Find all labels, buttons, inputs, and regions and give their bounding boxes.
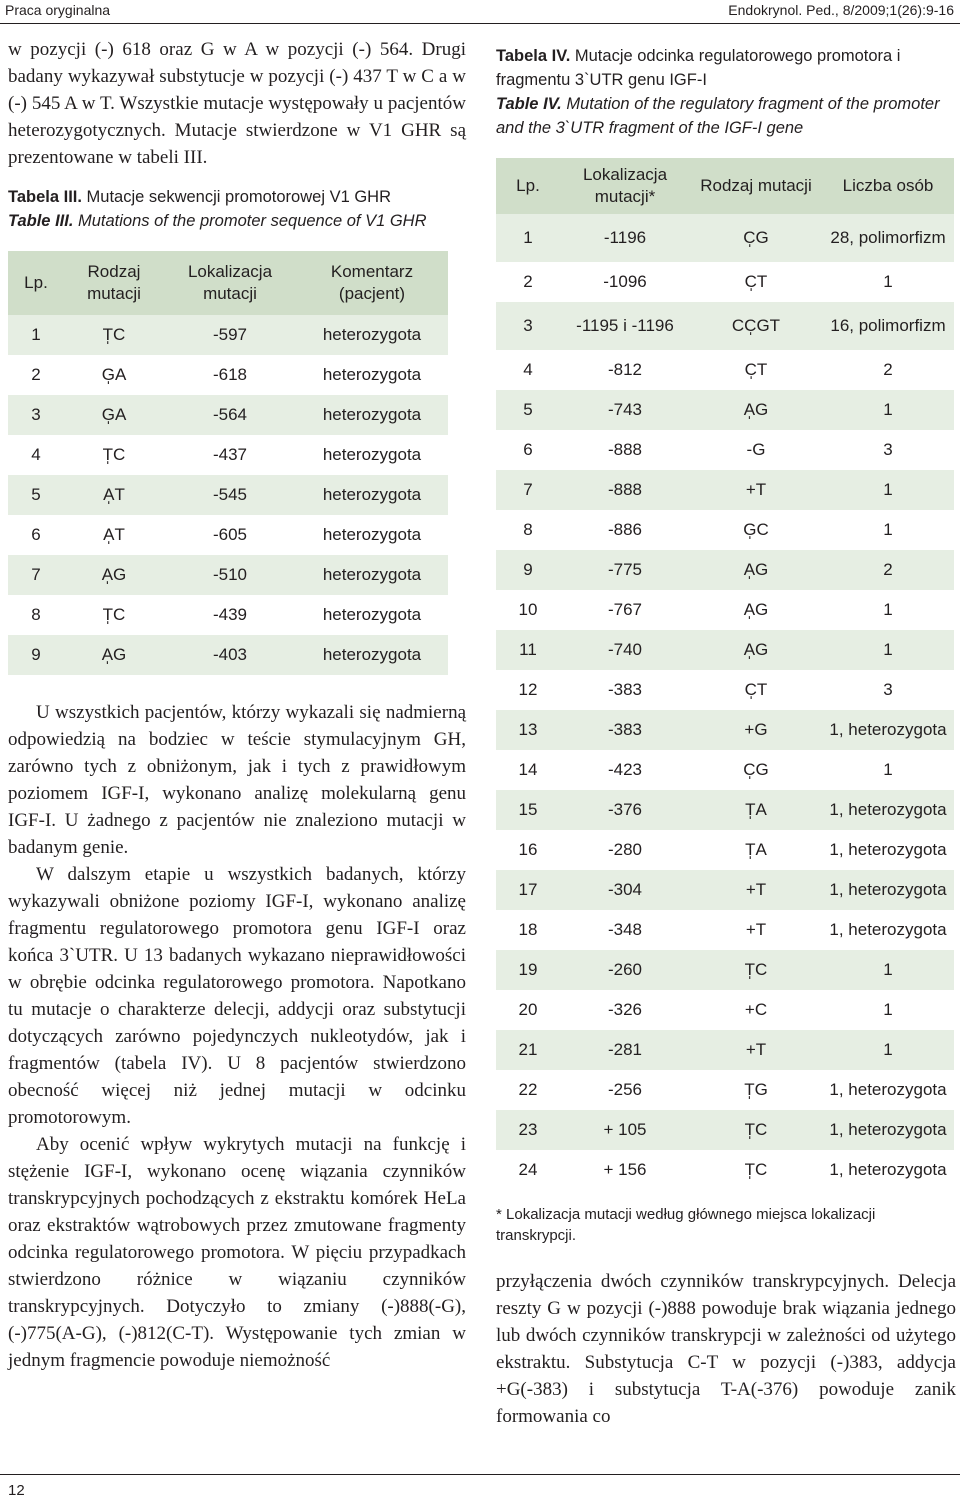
table4-cell: 22 (496, 1070, 560, 1110)
table4-cell: T̩A (690, 790, 822, 830)
table4-caption (496, 44, 956, 140)
table4-cell: -888 (560, 470, 690, 510)
table4-cell: +T (690, 870, 822, 910)
table4-cell: 1, heterozygota (822, 830, 954, 870)
table4-cell: -304 (560, 870, 690, 910)
table3-header-location: Lokalizacja mutacji (164, 251, 296, 315)
table3-row (8, 315, 448, 355)
table3-row (8, 355, 448, 395)
table4-cell: A̩G (690, 390, 822, 430)
table4-cell: 3 (822, 430, 954, 470)
table3-cell: A̩T (64, 475, 164, 515)
table4-cell: T̩A (690, 830, 822, 870)
table3-cell: 9 (8, 635, 64, 675)
table3-cell: 5 (8, 475, 64, 515)
table4-cell: 19 (496, 950, 560, 990)
right-column (496, 44, 956, 1430)
table4-cell: 16, polimorfizm (822, 302, 954, 350)
table4-row (496, 590, 954, 630)
table4-cell: T̩G (690, 1070, 822, 1110)
table4-row (496, 1070, 954, 1110)
table4-cell: 8 (496, 510, 560, 550)
table4-cell: -886 (560, 510, 690, 550)
table4-row (496, 350, 954, 390)
table4-cell: -383 (560, 670, 690, 710)
table4-row (496, 302, 954, 350)
table4-cell: 5 (496, 390, 560, 430)
table3-cell: heterozygota (296, 355, 448, 395)
left-column (8, 36, 466, 1374)
table4-row (496, 430, 954, 470)
table4-cell: +T (690, 470, 822, 510)
table4-row (496, 710, 954, 750)
table4-cell: 10 (496, 590, 560, 630)
table4-row (496, 470, 954, 510)
table3-body (8, 315, 448, 675)
table4-cell: -740 (560, 630, 690, 670)
table4-row (496, 830, 954, 870)
table4-cell: +T (690, 910, 822, 950)
table3-caption-pl-label: Tabela III. (8, 188, 82, 206)
table4-cell: -888 (560, 430, 690, 470)
table3-caption-en-text: Mutations of the promoter sequence of V1 GHR (73, 212, 427, 230)
table4-cell: 1, heterozygota (822, 1110, 954, 1150)
table4-caption-en-label: Table IV. (496, 95, 562, 113)
table4-row (496, 990, 954, 1030)
table4-cell: 3 (822, 670, 954, 710)
journal-citation: Endokrynol. Ped., 8/2009;1(26):9-16 (728, 2, 954, 18)
body-paragraph: U wszystkich pacjentów, którzy wykazali się nadmierną odpowiedzią na bodziec w teście stymulacyjnym GH, zarówno tych z obniżonym, jak i tych z prawidłowym poziomem IGF-I, wykonano analizę molekularną genu IGF-I. U żadnego z pacjentów nie znaleziono mutacji w badanym genie. (8, 702, 466, 858)
section-label: Praca oryginalna (5, 2, 111, 18)
table4-cell: C̩G (690, 750, 822, 790)
table4-cell: T̩C (690, 950, 822, 990)
right-body-paragraph: przyłączenia dwóch czynników transkrypcyjnych. Delecja reszty G w pozycji (-)888 powoduje brak wiązania jednego lub dwóch czynników transkrypcji w zależności od użytego ekstraktu. Substytucja C-T w pozycji (-)383, addycja +G(-383) i substytucja T-A(-376) powoduje zanik formowania co (496, 1271, 956, 1427)
table3-caption-pl-text: Mutacje sekwencji promotorowej V1 GHR (81, 188, 391, 206)
table4-row (496, 1110, 954, 1150)
table4-cell: 2 (822, 350, 954, 390)
footer-rule (0, 1474, 960, 1475)
table4-header-count: Liczba osób (822, 158, 954, 214)
table4-cell: 4 (496, 350, 560, 390)
table4-row (496, 950, 954, 990)
table3-row (8, 395, 448, 435)
table4-cell: 21 (496, 1030, 560, 1070)
table3-caption (8, 185, 466, 233)
table4-cell: -281 (560, 1030, 690, 1070)
table4-caption-pl-text: Mutacje odcinka regulatorowego promotora i fragmentu 3`UTR genu IGF-I (496, 47, 901, 89)
table3-cell: heterozygota (296, 595, 448, 635)
table3-row (8, 435, 448, 475)
table4-cell: -767 (560, 590, 690, 630)
table3-cell: A̩T (64, 515, 164, 555)
table3-cell: A̩G (64, 555, 164, 595)
table4-row (496, 550, 954, 590)
table4-cell: 1 (822, 262, 954, 302)
table4-cell: CC̩GT (690, 302, 822, 350)
table3-cell: T̩C (64, 435, 164, 475)
table3-cell: -510 (164, 555, 296, 595)
table4-row (496, 630, 954, 670)
table4-row (496, 390, 954, 430)
table4-cell: 7 (496, 470, 560, 510)
left-body-text (8, 699, 466, 1374)
table4-cell: A̩G (690, 550, 822, 590)
table4-cell: A̩G (690, 590, 822, 630)
header-rule (0, 23, 960, 24)
table4-body (496, 214, 954, 1190)
table3-cell: heterozygota (296, 315, 448, 355)
table4-cell: -376 (560, 790, 690, 830)
table3-cell: -437 (164, 435, 296, 475)
table4-cell: 9 (496, 550, 560, 590)
table4-header-type: Rodzaj mutacji (690, 158, 822, 214)
table3-header-comment: Komentarz (pacjent) (296, 251, 448, 315)
table4-cell: 28, polimorfizm (822, 214, 954, 262)
table4-cell: -383 (560, 710, 690, 750)
table4-cell: 1 (822, 390, 954, 430)
table4-cell: C̩G (690, 214, 822, 262)
table4-cell: 1, heterozygota (822, 710, 954, 750)
table4-cell: -348 (560, 910, 690, 950)
table3-caption-en-label: Table III. (8, 212, 74, 230)
table4-cell: 24 (496, 1150, 560, 1190)
table4-cell: -326 (560, 990, 690, 1030)
table4-row (496, 870, 954, 910)
table4-cell: 1 (822, 950, 954, 990)
table3-cell: heterozygota (296, 555, 448, 595)
table4-cell: 1 (822, 630, 954, 670)
table4-cell: -260 (560, 950, 690, 990)
page-number: 12 (8, 1482, 25, 1499)
table3-cell: -545 (164, 475, 296, 515)
table3-row (8, 595, 448, 635)
table4-cell: 18 (496, 910, 560, 950)
table4-header-location: Lokalizacja mutacji* (560, 158, 690, 214)
table4-footnote: * Lokalizacja mutacji według głównego miejsca lokalizacji transkrypcji. (496, 1206, 876, 1244)
table4-row (496, 750, 954, 790)
table4-header-row (496, 158, 954, 214)
table3-cell: 6 (8, 515, 64, 555)
table4-cell: -1096 (560, 262, 690, 302)
table4-cell: 1, heterozygota (822, 790, 954, 830)
table4-cell: -775 (560, 550, 690, 590)
table4-cell: -423 (560, 750, 690, 790)
table3-cell: heterozygota (296, 395, 448, 435)
body-paragraph: Aby ocenić wpływ wykrytych mutacji na funkcję i stężenie IGF-I, wykonano ocenę wiązania czynników transkrypcyjnych pochodzących z ekstraktu komórek HeLa oraz ekstraktów wątrobowych przez zmutowane fragmenty odcinka regulatorowego promotora. W pięciu przypadkach stwierdzono różnice w wiązaniu czynników transkrypcyjnych. Dotyczyło to zmiany (-)888(-G), (-)775(A-G), (-)812(C-T). Występowanie tych zmian w jednym fragmencie powoduje niemożność (8, 1134, 466, 1371)
table4-caption-en-text: Mutation of the regulatory fragment of the promoter and the 3`UTR fragment of the IGF-I gene (496, 95, 940, 137)
table4-cell: -256 (560, 1070, 690, 1110)
table4-cell: 2 (496, 262, 560, 302)
table3-cell: -564 (164, 395, 296, 435)
table4 (496, 158, 954, 1190)
table3-cell: 4 (8, 435, 64, 475)
table4-cell: G̩C (690, 510, 822, 550)
table3-cell: -597 (164, 315, 296, 355)
table3-cell: T̩C (64, 315, 164, 355)
table4-cell: -1195 i -1196 (560, 302, 690, 350)
table4-cell: T̩C (690, 1150, 822, 1190)
table4-cell: 1 (822, 510, 954, 550)
table3-cell: -618 (164, 355, 296, 395)
table4-row (496, 214, 954, 262)
table4-cell: 1 (822, 470, 954, 510)
table4-cell: 1 (496, 214, 560, 262)
table3-cell: -439 (164, 595, 296, 635)
table4-cell: +T (690, 1030, 822, 1070)
table3-row (8, 635, 448, 675)
table4-cell: 20 (496, 990, 560, 1030)
table4-cell: 17 (496, 870, 560, 910)
table4-cell: 15 (496, 790, 560, 830)
table3-cell: 2 (8, 355, 64, 395)
table3-cell: T̩C (64, 595, 164, 635)
table3-row (8, 555, 448, 595)
table4-cell: 1 (822, 590, 954, 630)
table3-cell: A̩G (64, 635, 164, 675)
table3-header-type: Rodzaj mutacji (64, 251, 164, 315)
table4-cell: -812 (560, 350, 690, 390)
table3-header-row (8, 251, 448, 315)
body-paragraph: W dalszym etapie u wszystkich badanych, którzy wykazywali obniżone poziomy IGF-I, wykonano analizę fragmentu regulatorowego promotora genu IGF-I oraz końca 3`UTR. U 13 badanych wykazano nieprawidłowości w obrębie odcinka regulatorowego promotora. Napotkano tu mutacje o charakterze delecji, addycji oraz substytucji dotyczących zarówno pojedynczych nukleotydów, jak i fragmentów (tabela IV). U 8 pacjentów stwierdzono obecność więcej niż jednej mutacji w odcinku promotorowym. (8, 864, 466, 1128)
table3-header-lp: Lp. (8, 251, 64, 315)
table4-cell: -743 (560, 390, 690, 430)
table4-cell: T̩C (690, 1110, 822, 1150)
table4-cell: A̩G (690, 630, 822, 670)
table4-cell: 16 (496, 830, 560, 870)
table3-cell: heterozygota (296, 435, 448, 475)
table4-cell: C̩T (690, 262, 822, 302)
table4-cell: + 156 (560, 1150, 690, 1190)
table3-cell: -403 (164, 635, 296, 675)
table3-cell: G̩A (64, 395, 164, 435)
table4-cell: 23 (496, 1110, 560, 1150)
table3-cell: -605 (164, 515, 296, 555)
table4-header-lp: Lp. (496, 158, 560, 214)
table4-cell: +C (690, 990, 822, 1030)
table4-cell: -G (690, 430, 822, 470)
table4-cell: + 105 (560, 1110, 690, 1150)
table4-cell: -280 (560, 830, 690, 870)
table3-cell: G̩A (64, 355, 164, 395)
table4-caption-pl-label: Tabela IV. (496, 47, 571, 65)
table3-cell: heterozygota (296, 515, 448, 555)
table4-row (496, 510, 954, 550)
table3-cell: 1 (8, 315, 64, 355)
table4-cell: 1, heterozygota (822, 870, 954, 910)
intro-paragraph: w pozycji (-) 618 oraz G w A w pozycji (-) 564. Drugi badany wykazywał substytucje w pozycji (-) 437 T w C a w (-) 545 A w T. Wszystkie mutacje występowały u pacjentów heterozygotycznych. Mutacje stwierdzone w V1 GHR są prezentowane w tabeli III. (8, 39, 466, 168)
table4-cell: 1, heterozygota (822, 1070, 954, 1110)
table4-cell: C̩T (690, 350, 822, 390)
table3-cell: 3 (8, 395, 64, 435)
table4-cell: 1 (822, 990, 954, 1030)
table4-row (496, 790, 954, 830)
table4-cell: 12 (496, 670, 560, 710)
table4-cell: +G (690, 710, 822, 750)
table4-cell: 13 (496, 710, 560, 750)
table4-row (496, 262, 954, 302)
table4-row (496, 910, 954, 950)
table4-cell: 1, heterozygota (822, 1150, 954, 1190)
table4-cell: 14 (496, 750, 560, 790)
table4-row (496, 1150, 954, 1190)
table3-cell: 8 (8, 595, 64, 635)
table4-cell: -1196 (560, 214, 690, 262)
table4-cell: 2 (822, 550, 954, 590)
table3-cell: 7 (8, 555, 64, 595)
table4-cell: 6 (496, 430, 560, 470)
table3-row (8, 515, 448, 555)
table4-cell: 11 (496, 630, 560, 670)
table4-cell: 1, heterozygota (822, 910, 954, 950)
table4-cell: 1 (822, 1030, 954, 1070)
table4-row (496, 670, 954, 710)
page-header (0, 0, 960, 24)
table3-cell: heterozygota (296, 475, 448, 515)
table4-cell: 3 (496, 302, 560, 350)
table3 (8, 251, 448, 675)
table4-cell: C̩T (690, 670, 822, 710)
table3-cell: heterozygota (296, 635, 448, 675)
table4-cell: 1 (822, 750, 954, 790)
table4-row (496, 1030, 954, 1070)
table3-row (8, 475, 448, 515)
